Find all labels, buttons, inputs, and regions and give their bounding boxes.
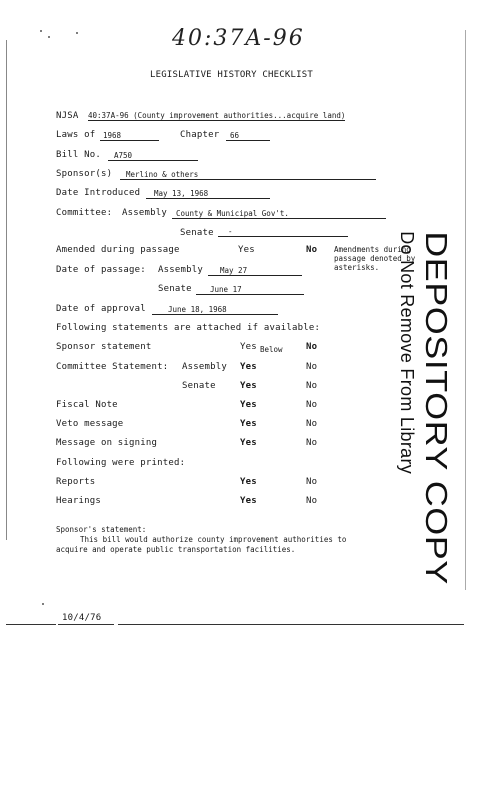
message-signing-no: No: [306, 438, 318, 448]
laws-label: Laws of: [56, 130, 96, 140]
date-introduced-value: May 13, 1968: [146, 189, 270, 199]
reports-no: No: [306, 477, 318, 487]
committee-senate-label: Senate: [180, 228, 214, 238]
bill-label: Bill No.: [56, 150, 101, 160]
amended-note-line1: Amendments during: [334, 245, 411, 254]
approval-value: June 18, 1968: [152, 305, 278, 315]
hearings-no: No: [306, 496, 318, 506]
amended-label: Amended during passage: [56, 245, 180, 255]
committee-statement-assembly-no: No: [306, 362, 318, 372]
message-signing-yes: Yes: [240, 438, 257, 448]
stamp-line-1: DEPOSITORY COPY: [419, 231, 454, 585]
handwritten-statute-number: 40:37A-96: [172, 26, 305, 51]
speck: [40, 30, 42, 32]
amended-note-line2: passage denoted by: [334, 254, 416, 263]
committee-senate-value: -: [218, 227, 348, 237]
committee-assembly-value: County & Municipal Gov't.: [172, 209, 386, 219]
left-margin-line: [6, 40, 7, 540]
speck: [42, 603, 44, 605]
fiscal-note-label: Fiscal Note: [56, 400, 118, 410]
amended-yes: Yes: [238, 245, 255, 255]
sponsor-statement-no: No: [306, 342, 318, 352]
following-printed-heading: Following were printed:: [56, 458, 186, 468]
footer-rule-left: [6, 624, 56, 625]
chapter-label: Chapter: [180, 130, 220, 140]
hearings-label: Hearings: [56, 496, 101, 506]
amended-note-line3: asterisks.: [334, 263, 380, 272]
following-attached-heading: Following statements are attached if available:: [56, 323, 321, 333]
date-introduced-label: Date Introduced: [56, 188, 141, 198]
approval-label: Date of approval: [56, 304, 146, 314]
laws-value: 1968: [100, 131, 159, 141]
fiscal-note-no: No: [306, 400, 318, 410]
passage-senate-label: Senate: [158, 284, 192, 294]
speck: [48, 36, 50, 38]
hearings-yes: Yes: [240, 496, 257, 506]
right-margin-line: [465, 30, 466, 590]
veto-message-label: Veto message: [56, 419, 124, 429]
reports-label: Reports: [56, 477, 96, 487]
sponsor-statement-yes: Yes: [240, 342, 257, 352]
sponsor-statement-label: Sponsor statement: [56, 342, 152, 352]
passage-assembly-value: May 27: [208, 266, 302, 276]
reports-yes: Yes: [240, 477, 257, 487]
footer-date: 10/4/76: [62, 613, 102, 623]
njsa-label: NJSA: [56, 111, 79, 121]
bill-value: A750: [108, 151, 198, 161]
document-title: LEGISLATIVE HISTORY CHECKLIST: [150, 70, 313, 80]
passage-label: Date of passage:: [56, 265, 146, 275]
sponsor-statement-line2: acquire and operate public transportation facilities.: [56, 545, 296, 554]
fiscal-note-yes: Yes: [240, 400, 257, 410]
njsa-value: 40:37A-96 (County improvement authorities...acquire land): [88, 111, 346, 120]
chapter-value: 66: [226, 131, 270, 141]
committee-statement-senate: Senate: [182, 381, 216, 391]
amended-no: No: [306, 245, 318, 255]
committee-statement-assembly: Assembly: [182, 362, 227, 372]
sponsor-statement-below: Below: [260, 345, 283, 354]
passage-senate-value: June 17: [196, 285, 304, 295]
passage-assembly-label: Assembly: [158, 265, 203, 275]
sponsors-value: Merlino & others: [120, 170, 376, 180]
message-signing-label: Message on signing: [56, 438, 158, 448]
committee-statement-senate-no: No: [306, 381, 318, 391]
committee-label: Committee:: [56, 208, 113, 218]
committee-statement-senate-yes: Yes: [240, 381, 257, 391]
footer-rule-right: [118, 624, 464, 625]
committee-statement-assembly-yes: Yes: [240, 362, 257, 372]
stamp-line-2: Do Not Remove From Library: [397, 231, 417, 475]
veto-message-yes: Yes: [240, 419, 257, 429]
committee-statement-label: Committee Statement:: [56, 362, 169, 372]
committee-assembly-label: Assembly: [122, 208, 167, 218]
footer-date-underline: [58, 624, 114, 625]
sponsors-label: Sponsor(s): [56, 169, 113, 179]
sponsor-statement-heading: Sponsor's statement:: [56, 525, 147, 534]
veto-message-no: No: [306, 419, 318, 429]
speck: [76, 32, 78, 34]
sponsor-statement-line1: This bill would authorize county improvement authorities to: [80, 535, 347, 544]
depository-copy-stamp: [388, 231, 462, 585]
